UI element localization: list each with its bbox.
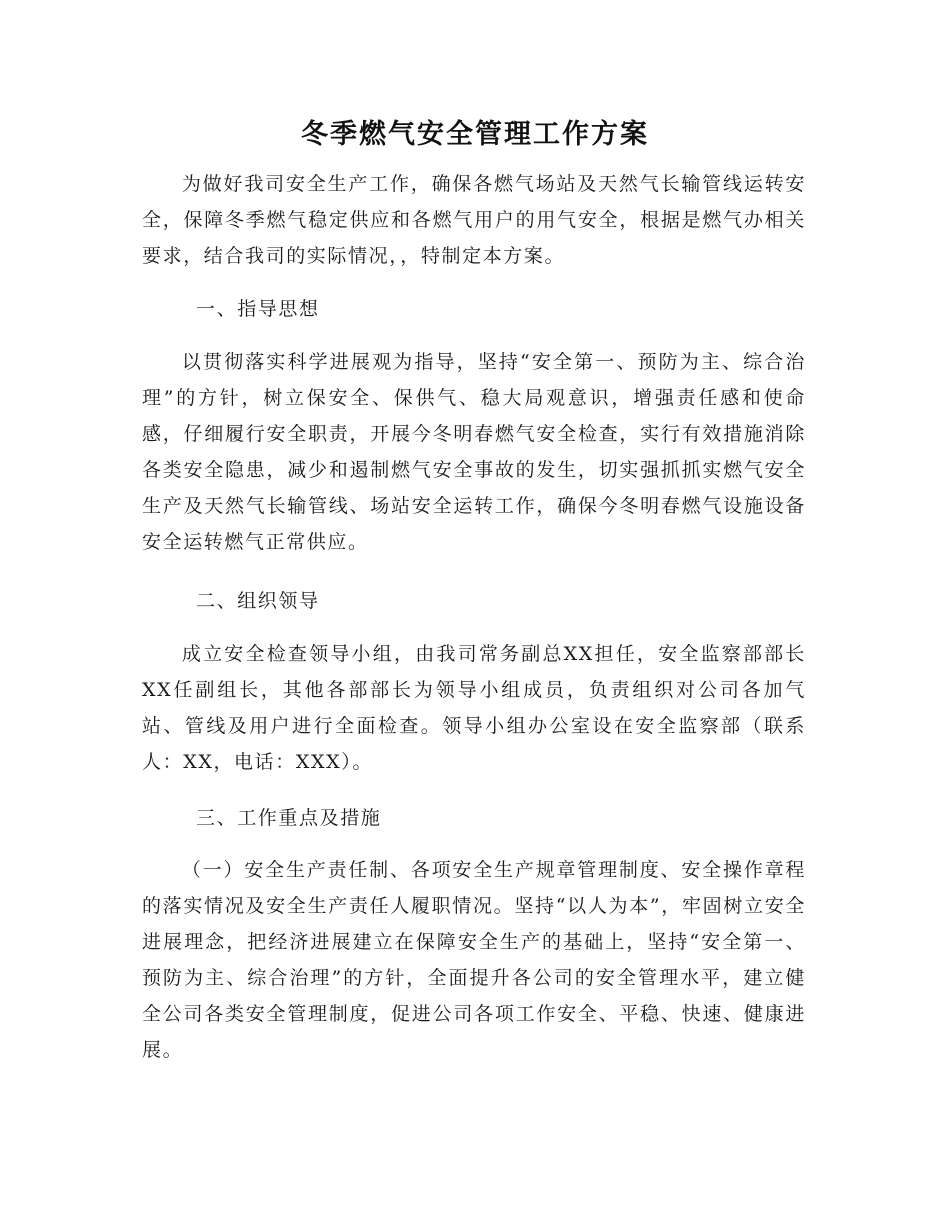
document-title: 冬季燃气安全管理工作方案 xyxy=(301,119,649,150)
section-heading-organization: 二、组织领导 xyxy=(196,590,320,612)
section-heading-guiding-ideology: 一、指导思想 xyxy=(196,298,320,320)
section-heading-key-work: 三、工作重点及措施 xyxy=(196,807,382,829)
key-work-item-1-paragraph: （一）安全生产责任制、各项安全生产规章管理制度、安全操作章程的落实情况及安全生产责任人履职情况。坚持“以人为本”，牢固树立安全进展理念，把经济进展建立在保障安全生产的基础上，坚持“安全第一、预防为主、综合治理”的方针，全面提升各公司的安全管理水平，建立健全公司各类安全管理制度，促进公司各项工作安全、平稳、快速、健康进展。 xyxy=(142,859,806,1061)
guiding-ideology-paragraph: 以贯彻落实科学进展观为指导，坚持“安全第一、预防为主、综合治理”的方针，树立保安全、保供气、稳大局观意识，增强责任感和使命感，仔细履行安全职责，开展今冬明春燃气安全检查，实行有效措施消除各类安全隐患，减少和遏制燃气安全事故的发生，切实强抓抓实燃气安全生产及天然气长输管线、场站安全运转工作，确保今冬明春燃气设施设备安全运转燃气正常供应。 xyxy=(142,351,806,553)
organization-paragraph: 成立安全检查领导小组，由我司常务副总XX担任，安全监察部部长XX任副组长，其他各部部长为领导小组成员，负责组织对公司各加气站、管线及用户进行全面检查。领导小组办公室设在安全监察部（联系人：XX，电话：XXX）。 xyxy=(142,643,806,773)
intro-paragraph: 为做好我司安全生产工作，确保各燃气场站及天然气长输管线运转安全，保障冬季燃气稳定供应和各燃气用户的用气安全，根据是燃气办相关要求，结合我司的实际情况，，特制定本方案。 xyxy=(142,173,806,267)
